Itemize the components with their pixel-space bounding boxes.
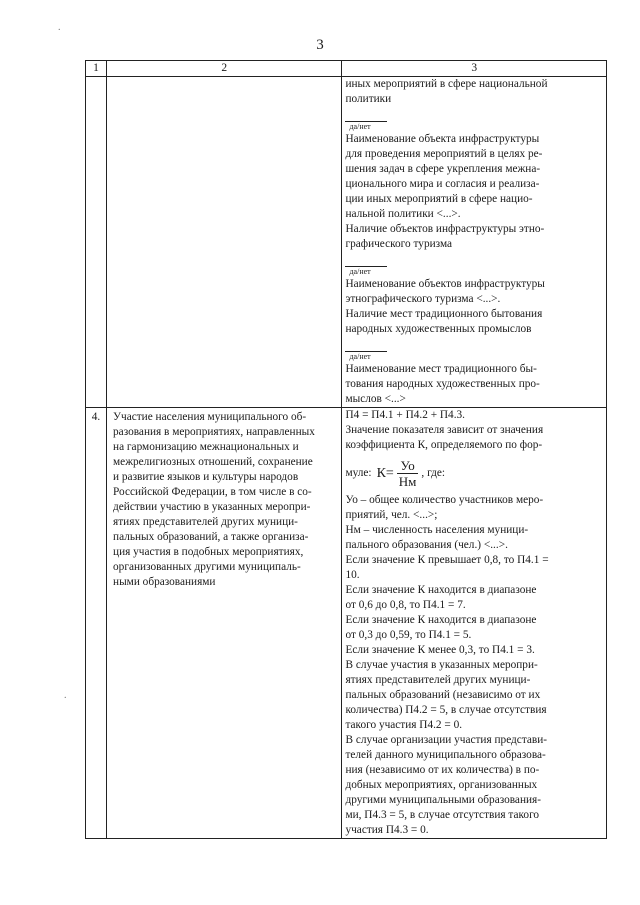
text-line: В случае организации участия представи- bbox=[345, 734, 548, 746]
text-line: ными образованиями bbox=[113, 576, 216, 588]
text-line: В случае участия в указанных меропри- bbox=[345, 659, 538, 671]
text-line: количества) П4.2 = 5, в случае отсутствия bbox=[345, 704, 547, 716]
answer-blank bbox=[345, 108, 387, 122]
text-line: другими муниципальными образования- bbox=[345, 794, 541, 806]
formula-numerator: Уо bbox=[397, 458, 417, 474]
page-number: 3 bbox=[316, 37, 324, 53]
header-col-1: 1 bbox=[86, 61, 107, 77]
text-line: ятиях представителей других муници- bbox=[113, 516, 298, 528]
text-line: народных художественных промыслов bbox=[345, 323, 532, 335]
text-line: межрелигиозных отношений, сохранение bbox=[113, 456, 313, 468]
text-line: графического туризма bbox=[345, 238, 453, 250]
text-line: участия П4.3 = 0. bbox=[345, 824, 429, 836]
text-line: такого участия П4.2 = 0. bbox=[345, 719, 463, 731]
text-line: пальных образований, а также организа- bbox=[113, 531, 309, 543]
text-line: Нм – численность населения муници- bbox=[345, 524, 529, 536]
text-line: добных мероприятиях, организованных bbox=[345, 779, 538, 791]
text-line: Участие населения муниципального об- bbox=[113, 411, 307, 423]
yes-no-caption: да/нет bbox=[349, 267, 371, 276]
text-line: Наименование объекта инфраструктуры bbox=[345, 133, 540, 145]
answer-blank bbox=[345, 253, 387, 267]
continuation-cell-1 bbox=[86, 77, 107, 408]
continuation-cell-3 bbox=[342, 77, 607, 408]
row-number: 4. bbox=[86, 408, 107, 839]
left-margin-mark: . bbox=[64, 690, 67, 701]
criterion-row-4 bbox=[86, 408, 607, 839]
top-left-mark: . bbox=[58, 22, 61, 33]
text-line: ционального мира и согласия и реализа- bbox=[345, 178, 540, 190]
text-line: телей данного муниципального образова- bbox=[345, 749, 546, 761]
text-line: Если значение К превышает 0,8, то П4.1 = bbox=[345, 554, 549, 566]
text-line: тования народных художественных про- bbox=[345, 378, 540, 390]
continuation-cell-2 bbox=[107, 77, 342, 408]
text-line: Наименование мест традиционного бы- bbox=[345, 363, 537, 375]
header-col-3: 3 bbox=[342, 61, 607, 77]
yes-no-caption: да/нет bbox=[349, 122, 371, 131]
text-line: Уо – общее количество участников меро- bbox=[345, 494, 544, 506]
text-line: разования в мероприятиях, направленных bbox=[113, 426, 315, 438]
text-line: пальных образований (независимо от их bbox=[345, 689, 541, 701]
text-line: на гармонизацию межнациональных и bbox=[113, 441, 299, 453]
text-line: ми, П4.3 = 5, в случае отсутствия такого bbox=[345, 809, 540, 821]
yes-no-caption: да/нет bbox=[349, 352, 371, 361]
text-line: ятиях представителей других муници- bbox=[345, 674, 531, 686]
table-header-row bbox=[86, 61, 607, 77]
formula-suffix: , где: bbox=[421, 466, 446, 479]
criteria-table bbox=[85, 60, 607, 839]
text-line: этнографического туризма <...>. bbox=[345, 293, 501, 305]
text-line: нальной политики <...>. bbox=[345, 208, 461, 220]
text-line: от 0,6 до 0,8, то П4.1 = 7. bbox=[345, 599, 466, 611]
text-line: Наличие объектов инфраструктуры этно- bbox=[345, 223, 545, 235]
header-col-2: 2 bbox=[107, 61, 342, 77]
text-line: организованных другими муниципаль- bbox=[113, 561, 301, 573]
text-line: действии участию в указанных меропри- bbox=[113, 501, 311, 513]
sum-formula: П4 = П4.1 + П4.2 + П4.3. bbox=[345, 409, 465, 421]
continuation-row bbox=[86, 77, 607, 408]
text-line: и развитие языков и культуры народов bbox=[113, 471, 299, 483]
text-line: пального образования (чел.) <...>. bbox=[345, 539, 508, 551]
text-line: политики bbox=[345, 93, 392, 105]
text-line: Если значение К менее 0,3, то П4.1 = 3. bbox=[345, 644, 535, 656]
text-line: Российской Федерации, в том числе в со- bbox=[113, 486, 312, 498]
text-line: 10. bbox=[345, 569, 360, 581]
coefficient-formula bbox=[345, 453, 603, 493]
criterion-evaluation bbox=[342, 408, 607, 839]
text-line: ция участия в подобных мероприятиях, bbox=[113, 546, 304, 558]
criterion-description bbox=[107, 408, 342, 839]
text-line: коэффициента К, определяемого по фор- bbox=[345, 439, 543, 451]
text-line: Если значение К находится в диапазоне bbox=[345, 584, 537, 596]
formula-prefix: муле: bbox=[345, 466, 372, 479]
text-line: для проведения мероприятий в целях ре- bbox=[345, 148, 543, 160]
answer-blank bbox=[345, 338, 387, 352]
text-line: ции иных мероприятий в сфере нацио- bbox=[345, 193, 533, 205]
text-line: приятий, чел. <...>; bbox=[345, 509, 438, 521]
text-line: Наименование объектов инфраструктуры bbox=[345, 278, 545, 290]
text-line: мыслов <...> bbox=[345, 393, 406, 405]
text-line: Значение показателя зависит от значения bbox=[345, 424, 544, 436]
text-line: от 0,3 до 0,59, то П4.1 = 5. bbox=[345, 629, 472, 641]
text-line: Если значение К находится в диапазоне bbox=[345, 614, 537, 626]
text-line: шения задач в сфере укрепления межна- bbox=[345, 163, 541, 175]
formula-k: К= bbox=[376, 465, 394, 481]
formula-denominator: Нм bbox=[398, 473, 417, 489]
text-line: иных мероприятий в сфере национальной bbox=[345, 78, 548, 90]
formula-fraction bbox=[396, 458, 420, 489]
text-line: Наличие мест традиционного бытования bbox=[345, 308, 543, 320]
text-line: ния (независимо от их количества) в по- bbox=[345, 764, 540, 776]
